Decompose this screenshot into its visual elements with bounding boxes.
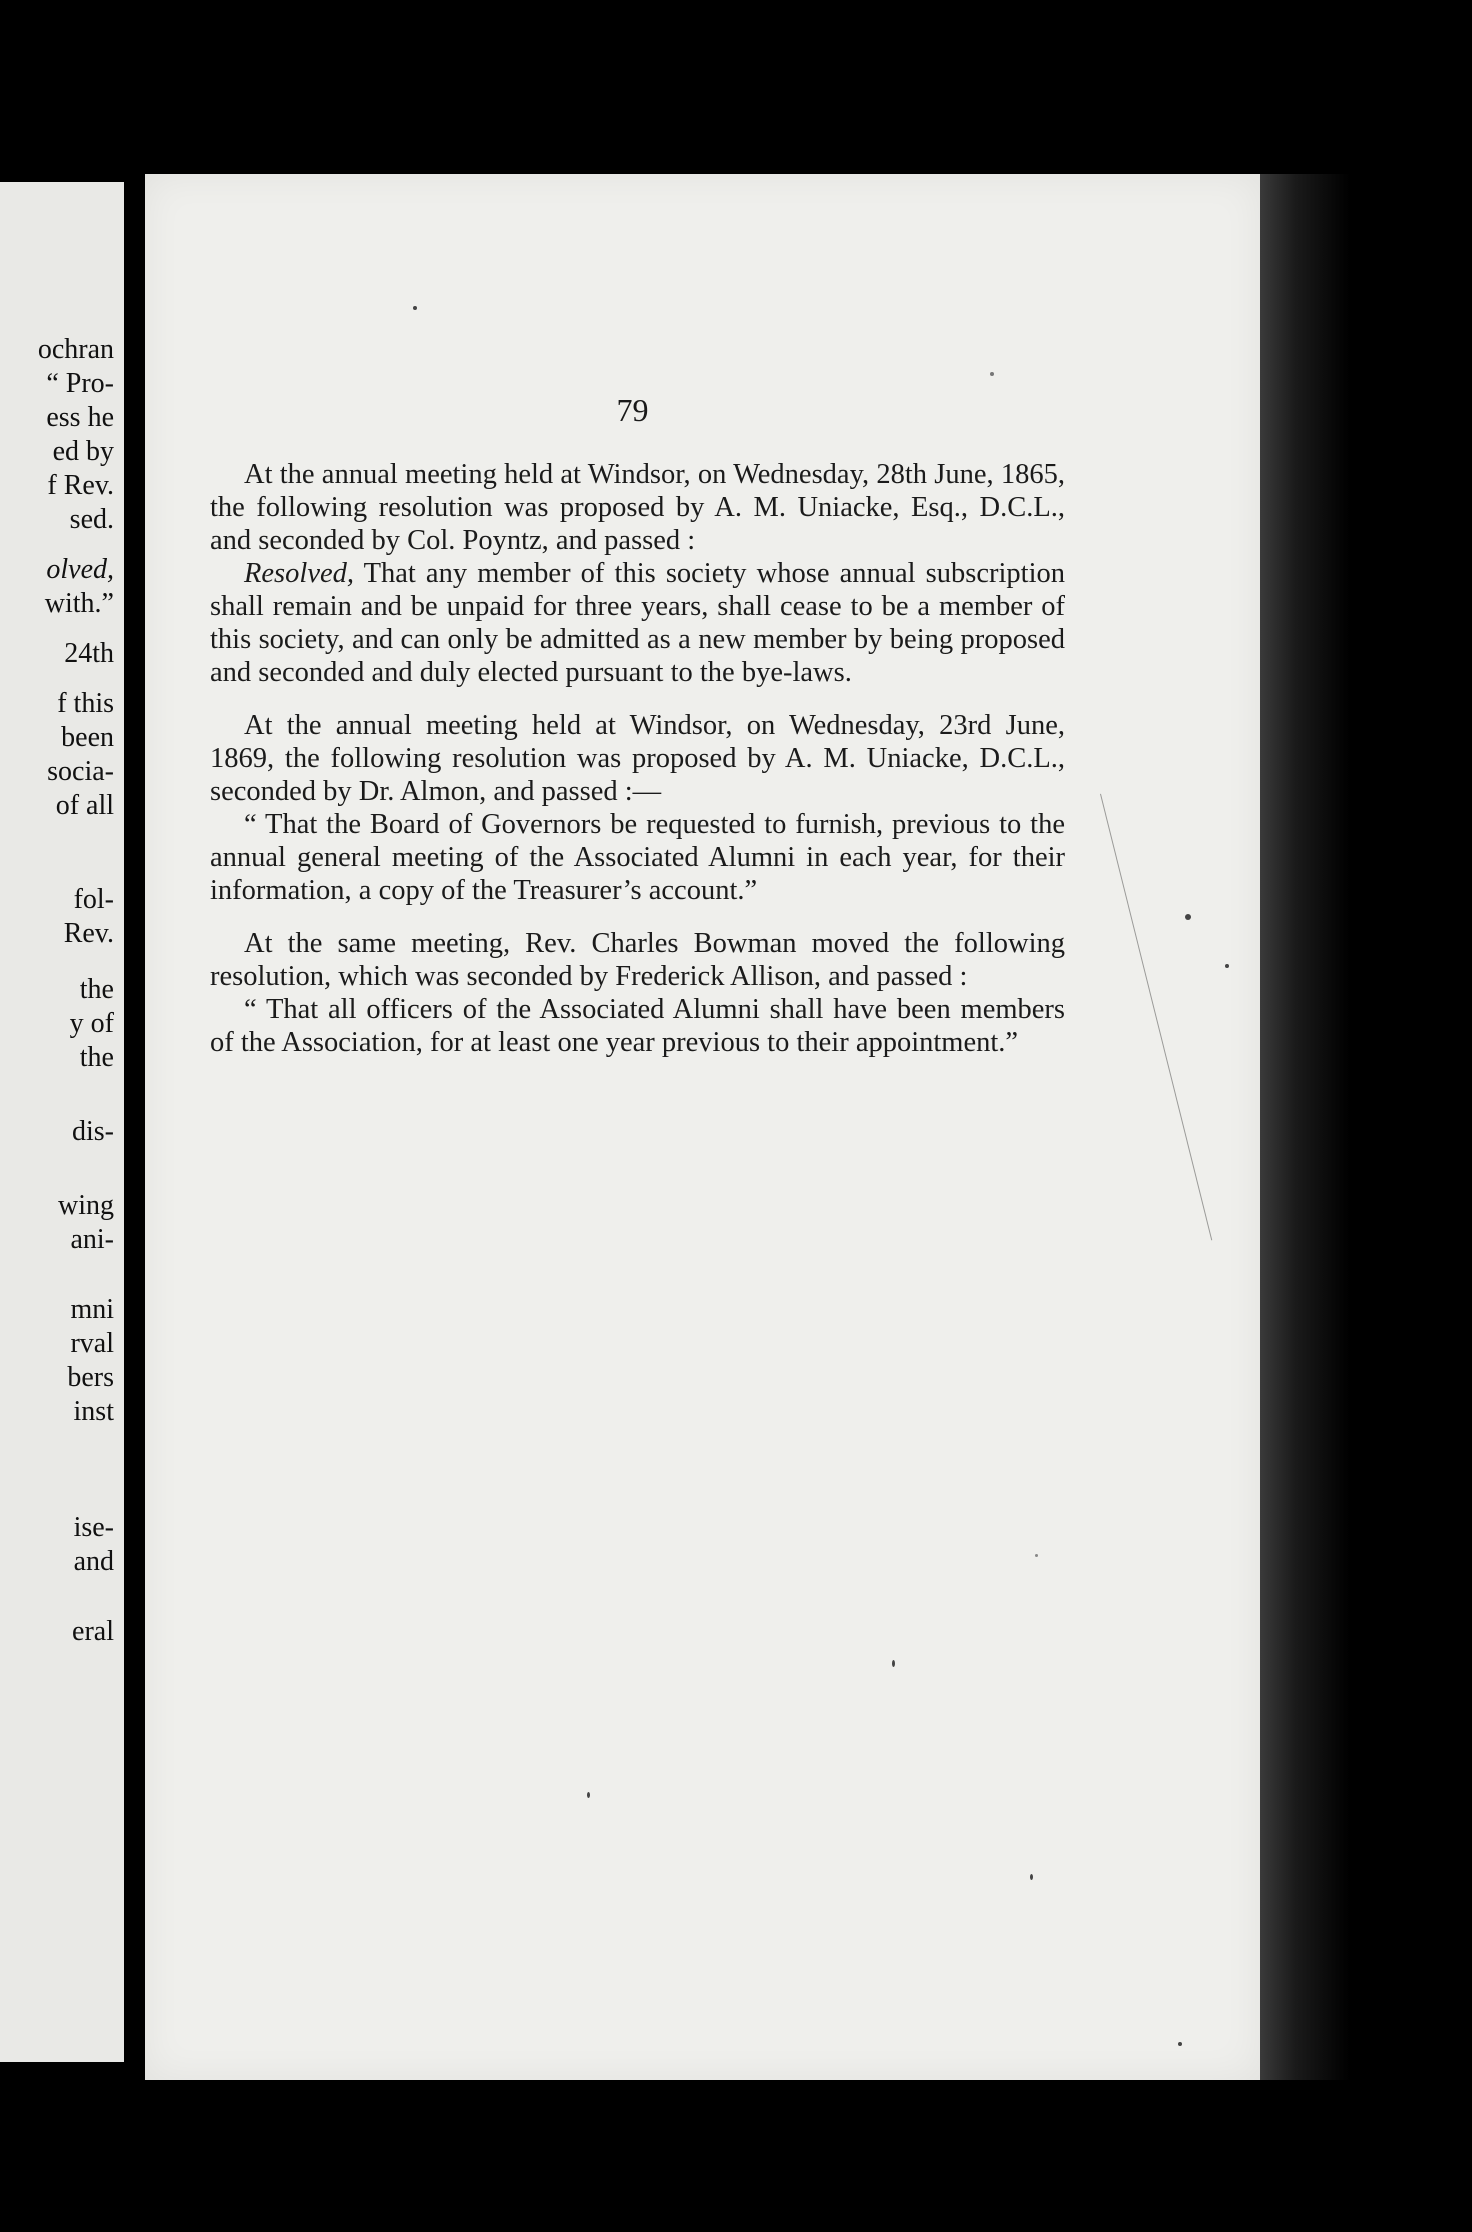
left-fragment-line: eral <box>72 1616 114 1647</box>
resolution-text: That any member of this society whose annual subscription shall remain and be unpaid for three years, shall cease to be a member of this society, and can only be admitted as a new member by being proposed and seconded and duly elected pursuant to the bye-laws. <box>210 558 1065 688</box>
left-fragment-line: wing <box>58 1190 114 1221</box>
paragraph: At the annual meeting held at Windsor, on Wednesday, 28th June, 1865, the following resolution was proposed by A. M. Uniacke, Esq., D.C.L., and seconded by Col. Poyntz, and passed : <box>210 459 1065 556</box>
left-fragment-line: ess he <box>46 402 114 433</box>
left-fragment-line: 24th <box>64 638 114 669</box>
paper-speck <box>1185 914 1191 920</box>
left-fragment-line: y of <box>69 1008 114 1039</box>
left-fragment-line: socia- <box>47 756 114 787</box>
paper-speck <box>413 306 417 310</box>
left-fragment-line: mni <box>70 1294 114 1325</box>
paper-speck <box>990 372 994 376</box>
resolved-label: Resolved, <box>244 558 354 589</box>
previous-page-fragment <box>0 182 124 2062</box>
left-fragment-line: ochran <box>37 334 114 365</box>
left-fragment-line: sed. <box>69 504 114 535</box>
paragraph: At the annual meeting held at Windsor, on Wednesday, 23rd June, 1869, the following resolution was proposed by A. M. Uniacke, D.C.L., seconded by Dr. Almon, and passed :— <box>210 710 1065 807</box>
left-fragment-line: Rev. <box>63 918 114 949</box>
paragraph-quote: “ That all officers of the Associated Alumni shall have been members of the Association, for at least one year previous to their appointment.” <box>210 994 1065 1058</box>
binding-edge <box>1260 174 1350 2080</box>
left-fragment-line: “ Pro- <box>46 368 114 399</box>
page-body <box>210 458 1065 1059</box>
paper-speck <box>587 1792 590 1798</box>
left-fragment-line: and <box>73 1546 114 1577</box>
left-fragment-line: inst <box>73 1396 114 1427</box>
left-fragment-line: with.” <box>44 588 114 619</box>
page-gutter <box>133 200 143 2100</box>
paper-speck <box>892 1660 895 1667</box>
page-number: 79 <box>616 392 649 428</box>
paper-speck <box>1178 2042 1182 2046</box>
paper-speck <box>1225 964 1229 968</box>
left-fragment-line: ed by <box>52 436 114 467</box>
left-fragment-line: fol- <box>73 884 114 915</box>
paper-speck <box>1030 1874 1033 1880</box>
left-fragment-line: rval <box>70 1328 114 1359</box>
paragraph: At the same meeting, Rev. Charles Bowman moved the following resolution, which was seconded by Frederick Allison, and passed : <box>210 928 1065 992</box>
left-fragment-line: ani- <box>70 1224 114 1255</box>
left-fragment-line: bers <box>67 1362 114 1393</box>
paper-speck <box>1035 1554 1038 1557</box>
left-fragment-line: been <box>61 722 114 753</box>
paragraph-quote: “ That the Board of Governors be requested to furnish, previous to the annual general meeting of the Associated Alumni in each year, for their information, a copy of the Treasurer’s account.” <box>210 809 1065 906</box>
left-fragment-line: the <box>79 974 114 1005</box>
left-fragment-line: olved, <box>46 554 114 585</box>
paper-scratch <box>1100 794 1212 1241</box>
left-fragment-line: f Rev. <box>47 470 114 501</box>
left-fragment-line: ise- <box>73 1512 114 1543</box>
left-fragment-line: f this <box>57 688 114 719</box>
left-fragment-line: dis- <box>72 1116 114 1147</box>
left-fragment-line: of all <box>55 790 114 821</box>
paragraph-resolution <box>210 557 1065 689</box>
left-fragment-line: the <box>79 1042 114 1073</box>
